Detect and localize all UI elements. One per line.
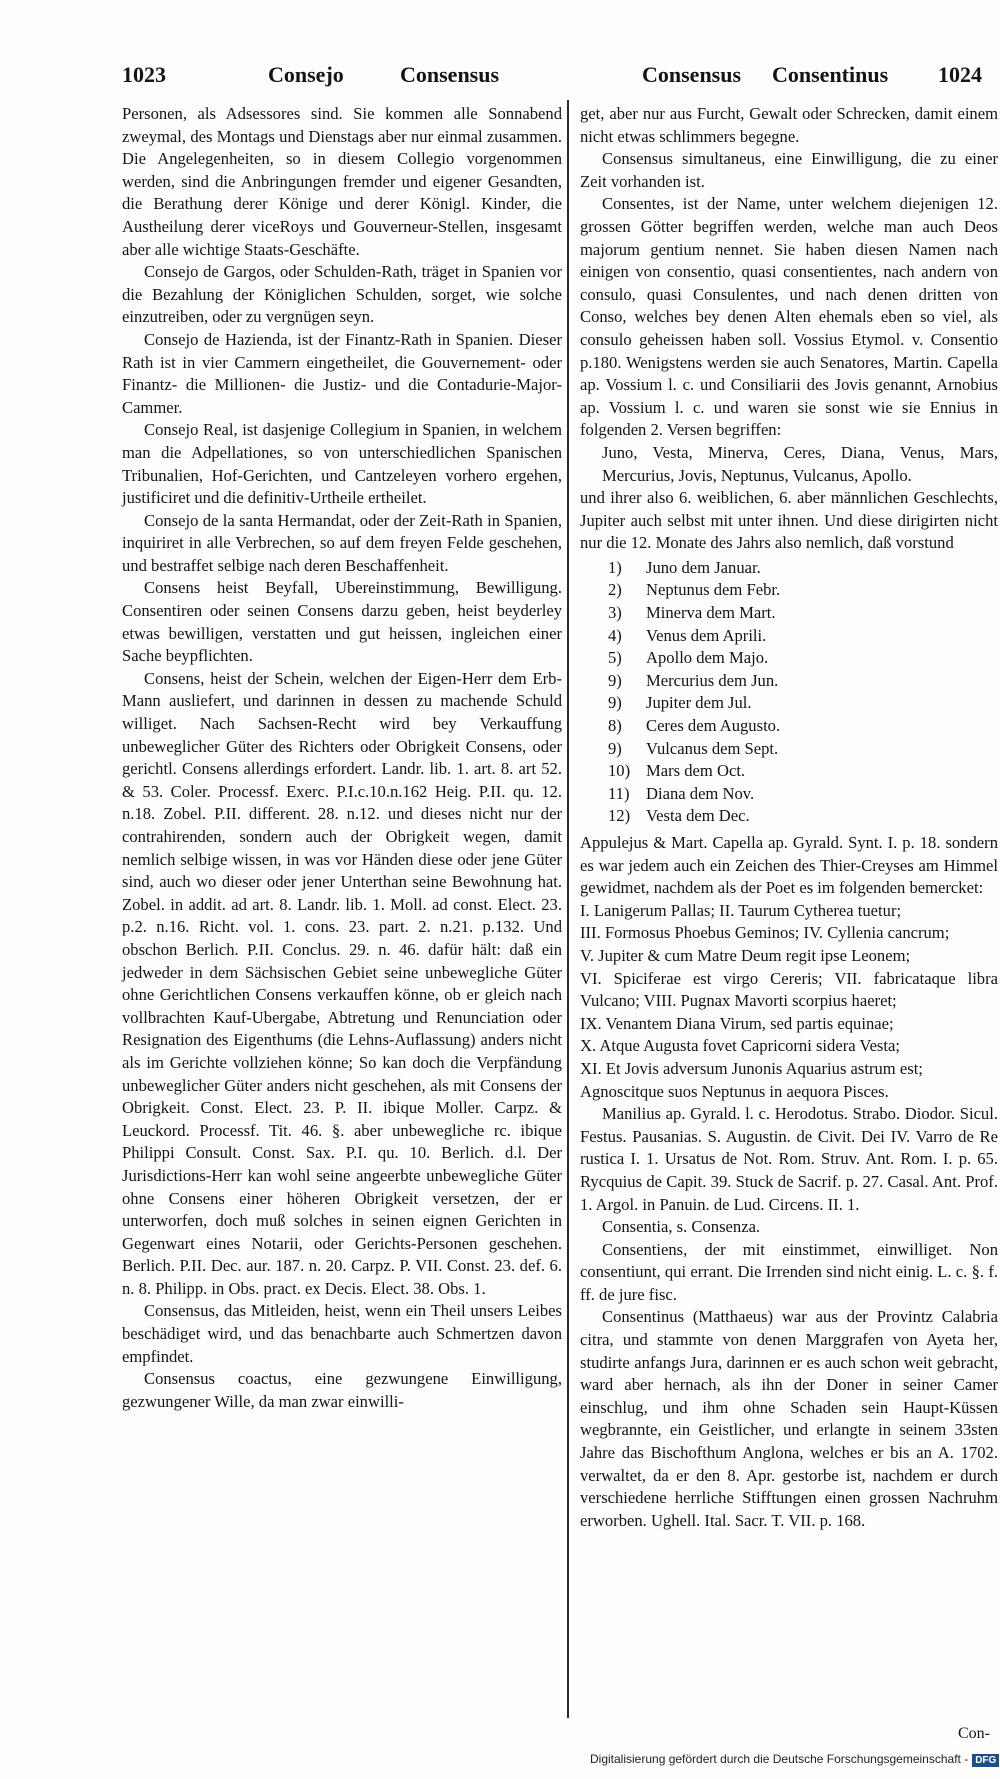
dfg-logo: DFG bbox=[972, 1754, 999, 1767]
zodiac-verses bbox=[580, 900, 998, 1103]
verse-line: VI. Spiciferae est virgo Cereris; VII. fabricataque libra Vulcano; VIII. Pugnax Mavorti scorpius haeret; bbox=[580, 968, 998, 1011]
paragraph: Consejo Real, ist dasjenige Collegium in Spanien, in welchem man die Adpellationes, so von unterschiedlichen Spanischen Tribunalien, Hof-Gerichten, und Cantzeleyen vorhero ergehen, justificiret und die definitiv-Urtheile ertheilet. bbox=[122, 420, 562, 508]
header-word-2: Consensus bbox=[400, 62, 500, 87]
verse-line: X. Atque Augusta fovet Capricorni sidera Vesta; bbox=[580, 1036, 900, 1056]
list-item: 5) Apollo dem Majo. bbox=[608, 648, 769, 668]
verse-line: V. Jupiter & cum Matre Deum regit ipse Leonem; bbox=[580, 945, 911, 965]
list-item: 11) Diana dem Nov. bbox=[608, 783, 755, 803]
verse-line: I. Lanigerum Pallas; II. Taurum Cytherea tuetur; bbox=[580, 900, 902, 920]
digitization-footer bbox=[590, 1752, 1000, 1774]
list-item: 3) Minerva dem Mart. bbox=[608, 603, 776, 623]
paragraph: Consensus coactus, eine gezwungene Einwilligung, gezwungener Wille, da man zwar einwilli- bbox=[122, 1369, 562, 1411]
paragraph: Manilius ap. Gyrald. l. c. Herodotus. Strabo. Diodor. Sicul. Festus. Pausanias. S. Augustin. de Civit. Dei IV. Varro de Re rustica I. 1. Ursatus de Not. Rom. Struv. Ant. Rom. I. p. 65. Rycquius de Capit. 39. Stuck de Sacrif. p. 27. Casal. Ant. Prof. 1. Argol. in Panuin. de Lud. Circens. II. 1. bbox=[580, 1104, 998, 1214]
list-item: 10) Mars dem Oct. bbox=[608, 761, 746, 781]
paragraph: Consentes, ist der Name, unter welchem diejenigen 12. grossen Götter begriffen werden, welche man auch Deos majorum gentium nennet. Sie haben diesen Namen nach einigen von consentio, quasi consentientes, nach andern von consulo, quasi Consulentes, und nach denen dritten von Conso, welches bey denen Alten ehemals eben so viel, als consulo geheissen haben soll. Vossius Etymol. v. Consentio p.180. Wenigstens werden sie auch Senatores, Martin. Capella ap. Vossium l. c. und Consiliarii des Jovis genannt, Arnobius ap. Vossium l. c. und waren sie sonst wie sie Ennius in folgenden 2. Versen begriffen: bbox=[580, 194, 998, 440]
page-number-right: 1024 bbox=[938, 62, 982, 87]
list-item: 4) Venus dem Aprili. bbox=[608, 625, 767, 645]
paragraph: Consentinus (Matthaeus) war aus der Provintz Calabria citra, und stammte von denen Marggrafen von Ayeta her, studirte anfangs Jura, darinnen er es auch schon weit gebracht, ward aber hernach, als ihn der Doner in seiner Camer einschlug, und ihm ohne Schaden sein Haupt-Küssen wegbrannte, ein Geistlicher, und erlangte in seinem 33sten Jahre das Bischofthum Anglona, welches er bis an A. 1702. verwaltet, da er den 8. Apr. gestorbe ist, nachdem er durch verschiedene herrliche Stifftungen einen grossen Nachruhm erworben. Ughell. Ital. Sacr. T. VII. p. 168. bbox=[580, 1307, 998, 1530]
paragraph: Consentiens, der mit einstimmet, einwilliget. Non consentiunt, qui errant. Die Irrenden sind nicht einig. L. c. §. f. ff. de jure fisc. bbox=[580, 1239, 998, 1304]
list-item: 9) Jupiter dem Jul. bbox=[608, 693, 752, 713]
verse-line: III. Formosus Phoebus Geminos; IV. Cyllenia cancrum; bbox=[580, 923, 950, 943]
left-column bbox=[122, 103, 562, 1413]
list-item: 12) Vesta dem Dec. bbox=[608, 806, 750, 826]
paragraph: Consensus, das Mitleiden, heist, wenn ein Theil unsers Leibes beschädiget wird, und das benachbarte auch Schmertzen davon empfindet. bbox=[122, 1301, 562, 1366]
footer-text: Digitalisierung gefördert durch die Deutsche Forschungsgemeinschaft - bbox=[590, 1752, 969, 1766]
list-item: 8) Ceres dem Augusto. bbox=[608, 716, 781, 736]
paragraph: Appulejus & Mart. Capella ap. Gyrald. Synt. I. p. 18. sondern es war jedem auch ein Zeichen des Thier-Creyses am Himmel gewidmet, nachdem als der Poet es im folgenden bemercket: bbox=[580, 833, 998, 898]
column-divider bbox=[567, 100, 569, 1718]
paragraph: Consensus simultaneus, eine Einwilligung, die zu einer Zeit vorhanden ist. bbox=[580, 149, 998, 191]
paragraph: Consejo de Hazienda, ist der Finantz-Rath in Spanien. Dieser Rath ist in vier Cammern eingetheilet, die Gouvernement- oder Finantz- die Millionen- die Justiz- und die Contadurie-Major-Cammer. bbox=[122, 329, 562, 417]
header-word-4: Consentinus bbox=[772, 62, 889, 87]
right-column bbox=[580, 103, 998, 1532]
verse-gods: Juno, Vesta, Minerva, Ceres, Diana, Venus, Mars, Mercurius, Jovis, Neptunus, Vulcanus, Apollo. bbox=[602, 442, 998, 485]
paragraph: Consens, heist der Schein, welchen der Eigen-Herr dem Erb-Mann ausliefert, und darinnen in dessen zu machende Schuld williget. Nach Sachsen-Recht wird bey Verkauffung unbeweglicher Güter des Richters oder Obrigkeit Consens, oder gerichtl. Consens allerdings erfordert. Landr. lib. 1. art. 8. art 52. & 53. Coler. Processf. Exerc. P.I.c.10.n.162 Heig. P.II. qu. 12. n.18. Zobel. P.II. different. 28. n.12. und dieses nicht nur der contrahirenden, sondern auch der Obrigkeit wegen, damit nemlich selbige wissen, in was vor Händen diese oder jene Güter sind, auch wo dieser oder jener Unterthan seine Bewohnung hat. Zobel. in addit. ad art. 8. Landr. lib. 1. Moll. ad const. Elect. 23. p.2. n.16. Richt. vol. 1. cons. 23. part. 2. n.21. p.132. Und obschon Berlich. P.II. Conclus. 29. n. 46. dafür hält: daß ein jedweder in dem Sächsischen Gebiet seine unbewegliche Güter ohne Gerichtlichen Consens verkauffen könne, ob er gleich nach vollbrachten Kauf-Ubergabe, Abtretung und Renunciation oder Resignation des Eigenthums (die Lehns-Auflassung) anders nicht als im Gerichte vollziehen könne; So kan doch die Verpfändung unbeweglicher Güter anders nicht geschehen, als mit Consens der Obrigkeit. Const. Elect. 23. P. II. ibique Moller. Carpz. & Leuckord. Processf. Tit. 46. §. aber unbewegliche rc. ibique Philippi Consult. Const. Sax. P.I. qu. 10. Berlich. d.l. Der Jurisdictions-Herr kan wohl seine angeerbte unbewegliche Güter ohne Consens einer höheren Obrigkeit versetzen, der er unterworfen, doch muß solches in seinen eignen Gerichten in Gegenwart eines Notarii, oder Gerichts-Personen geschehen. Berlich. P.II. Dec. aur. 187. n. 20. Carpz. P. VII. Const. 23. def. 6. n. 8. Philipp. in Obs. pract. ex Decis. Elect. 38. Obs. 1. bbox=[122, 668, 562, 1298]
paragraph: Personen, als Adsessores sind. Sie kommen alle Sonnabend zweymal, des Montags und Dienstags aber nur einmal zusammen. Die Angelegenheiten, so in diesem Collegio vorgenommen werden, sind die Anbringungen fremder und eigener Gesandten, die Berathung derer Könige und derer Königl. Kinder, die Austheilung derer viceRoys und Gouverneur-Stellen, insgesamt aber alle wichtige Staats-Geschäfte. bbox=[122, 104, 562, 259]
paragraph: Consejo de la santa Hermandat, oder der Zeit-Rath in Spanien, inquiriret in alle Verbrechen, so auf dem freyen Felde geschehen, und bestraffet selbige nach deren Beschaffenheit. bbox=[122, 510, 562, 575]
months-list bbox=[580, 557, 998, 828]
catchword: Con- bbox=[958, 1725, 990, 1742]
list-item: 9) Mercurius dem Jun. bbox=[608, 670, 779, 690]
list-item: 1) Juno dem Januar. bbox=[608, 557, 761, 577]
running-header bbox=[0, 62, 1000, 92]
verse-line: IX. Venantem Diana Virum, sed partis equinae; bbox=[580, 1013, 894, 1033]
list-item: 2) Neptunus dem Febr. bbox=[608, 580, 781, 600]
paragraph: und ihrer also 6. weiblichen, 6. aber männlichen Geschlechts, Jupiter auch selbst mit unter ihnen. Und diese dirigirten nicht nur die 12. Monate des Jahrs also nemlich, daß vorstund bbox=[580, 488, 998, 553]
paragraph: Consens heist Beyfall, Ubereinstimmung, Bewilligung. Consentiren oder seinen Consens darzu geben, heist beyderley etwas bewilligen, verstatten und gut heissen, ingleichen einer Sache beypflichten. bbox=[122, 578, 562, 666]
header-word-3: Consensus bbox=[642, 62, 742, 87]
paragraph: Consentia, s. Consenza. bbox=[602, 1217, 761, 1237]
paragraph: get, aber nur aus Furcht, Gewalt oder Schrecken, damit einem nicht etwas schlimmers begegne. bbox=[580, 104, 998, 146]
list-item: 9) Vulcanus dem Sept. bbox=[608, 738, 779, 758]
paragraph: Consejo de Gargos, oder Schulden-Rath, träget in Spanien vor die Bezahlung der Königlichen Schulden, sorget, wie solche einzutreiben, oder zu vergnügen seyn. bbox=[122, 262, 562, 327]
header-word-1: Consejo bbox=[268, 62, 344, 87]
verse-line: Agnoscitque suos Neptunus in aequora Pisces. bbox=[580, 1081, 889, 1101]
verse-line: XI. Et Jovis adversum Junonis Aquarius astrum est; bbox=[580, 1058, 923, 1078]
page-number-left: 1023 bbox=[122, 62, 166, 87]
